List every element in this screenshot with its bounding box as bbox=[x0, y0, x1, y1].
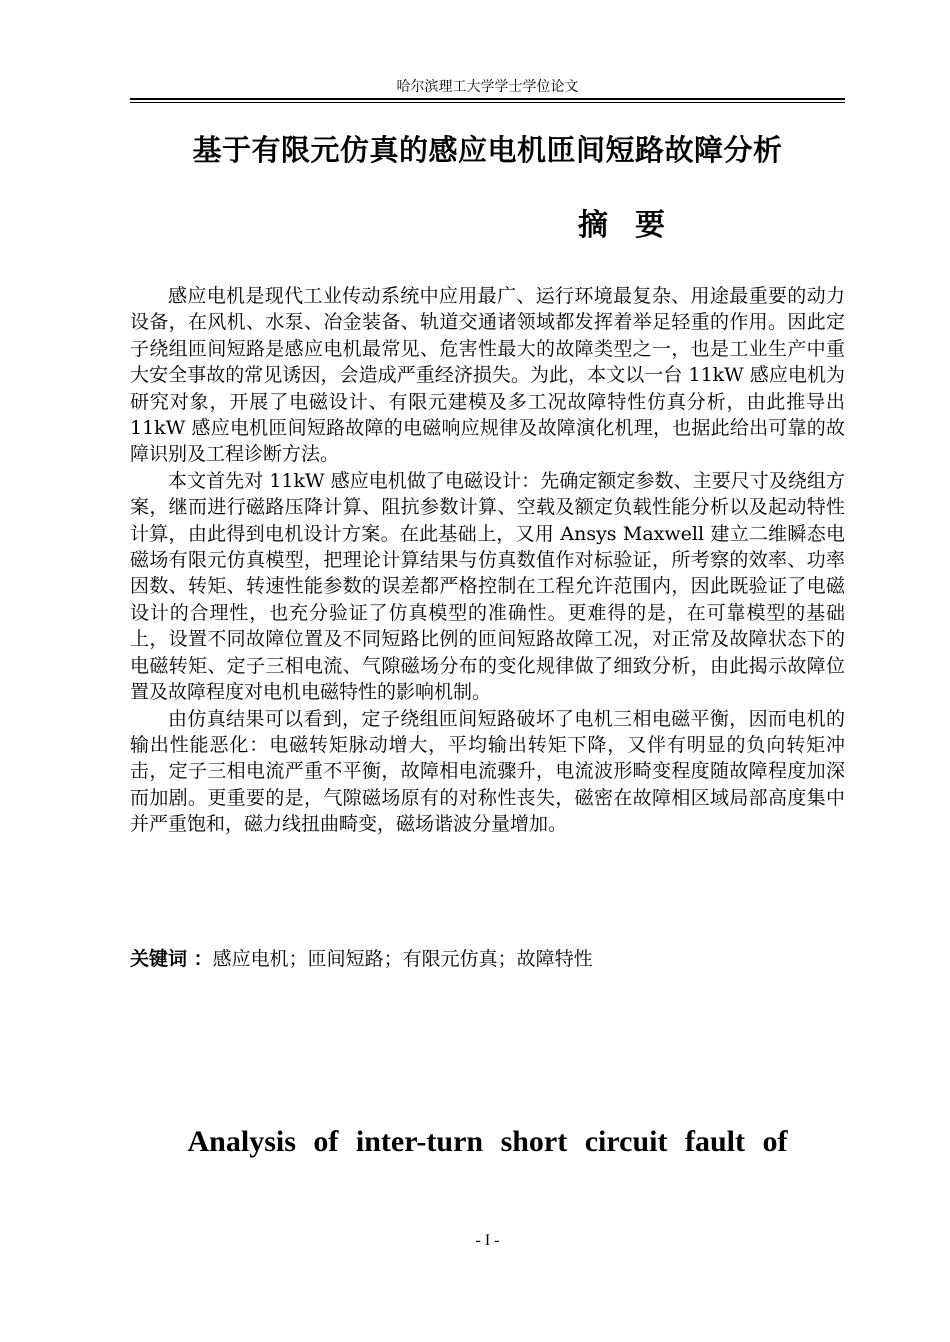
abstract-paragraph-3: 由仿真结果可以看到，定子绕组匝间短路破坏了电机三相电磁平衡，因而电机的输出性能恶化：电磁转矩脉动增大，平均输出转矩下降，又伴有明显的负向转矩冲击，定子三相电流严重不平衡，故障相电流骤升，电流波形畸变程度随故障程度加深而加剧。更重要的是，气隙磁场原有的对称性丧失，磁密在故障相区域局部高度集中并严重饱和，磁力线扭曲畸变，磁场谐波分量增加。 bbox=[130, 707, 845, 836]
abstract-paragraph-2: 本文首先对 11kW 感应电机做了电磁设计：先确定额定参数、主要尺寸及绕组方案，继而进行磁路压降计算、阻抗参数计算、空载及额定负载性能分析以及起动特性计算，由此得到电机设计方案。在此基础上，又用 Ansys Maxwell 建立二维瞬态电磁场有限元仿真模型，把理论计算结果与仿真数值作对标验证，所考察的效率、功率因数、转矩、转速性能参数的误差都严格控制在工程允许范围内，因此既验证了电磁设计的合理性，也充分验证了仿真模型的准确性。更难得的是，在可靠模型的基础上，设置不同故障位置及不同短路比例的匝间短路故障工况，对正常及故障状态下的电磁转矩、定子三相电流、气隙磁场分布的变化规律做了细致分析，由此揭示故障位置及故障程度对电机电磁特性的影响机制。 bbox=[130, 469, 845, 704]
running-header: 哈尔滨理工大学学士学位论文 bbox=[396, 79, 579, 95]
page-number: - I - bbox=[475, 1232, 500, 1249]
english-title: Analysis of inter-turn short circuit fault of bbox=[187, 1125, 788, 1158]
keywords-line bbox=[130, 946, 845, 972]
header-rule-thick bbox=[130, 98, 845, 100]
thesis-title: 基于有限元仿真的感应电机匝间短路故障分析 bbox=[192, 133, 783, 167]
header-rule-thin bbox=[130, 102, 845, 103]
abstract-paragraph-1: 感应电机是现代工业传动系统中应用最广、运行环境最复杂、用途最重要的动力设备，在风机、水泵、冶金装备、轨道交通诸领域都发挥着举足轻重的作用。因此定子绕组匝间短路是感应电机最常见、危害性最大的故障类型之一，也是工业生产中重大安全事故的常见诱因，会造成严重经济损失。为此，本文以一台 11kW 感应电机为研究对象，开展了电磁设计、有限元建模及多工况故障特性仿真分析，由此推导出 11kW 感应电机匝间短路故障的电磁响应规律及故障演化机理，也据此给出可靠的故障识别及工程诊断方法。 bbox=[130, 285, 845, 466]
abstract-heading bbox=[578, 206, 666, 246]
keywords-text: 感应电机；匝间短路；有限元仿真；故障特性 bbox=[212, 948, 593, 970]
keywords-label: 关键词 ： bbox=[130, 948, 213, 970]
abstract-body bbox=[130, 283, 845, 838]
abstract-heading-char-2: 要 bbox=[635, 208, 666, 243]
abstract-heading-char-1: 摘 bbox=[578, 208, 609, 243]
